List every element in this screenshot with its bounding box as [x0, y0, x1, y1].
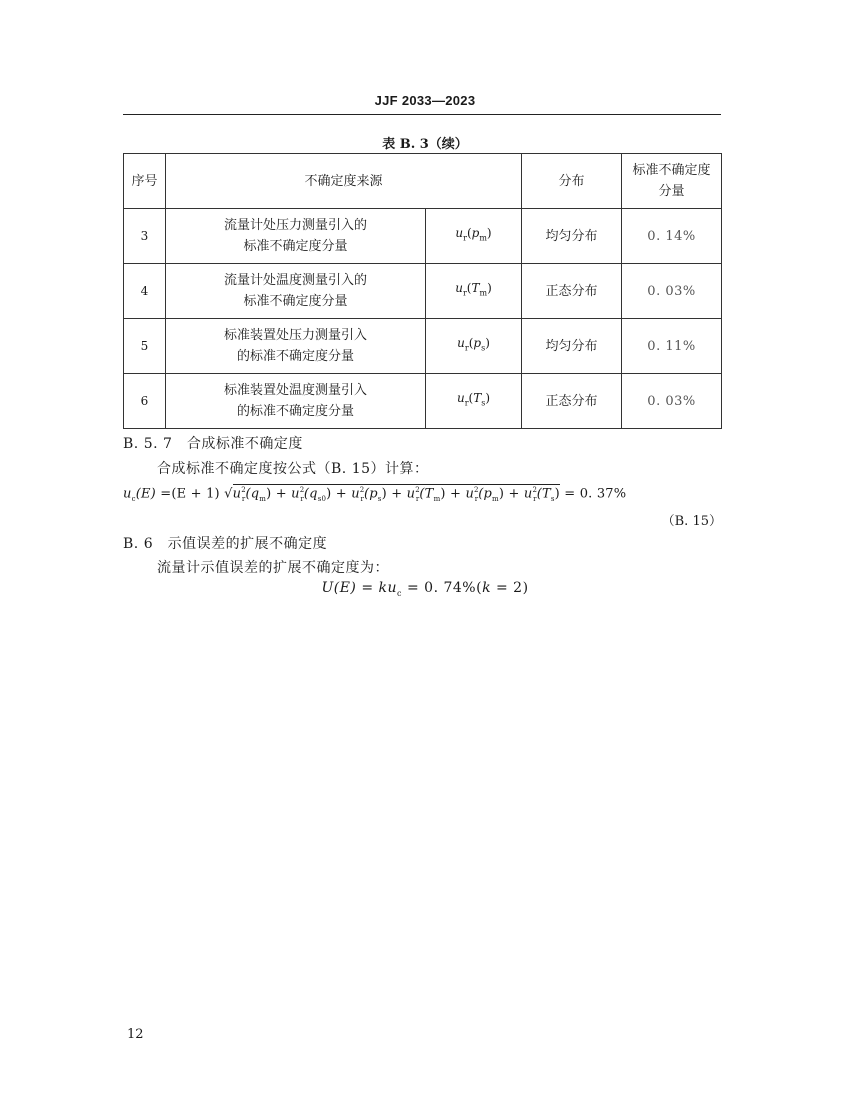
source-line2: 的标准不确定度分量	[236, 404, 354, 419]
source-line2: 标准不确定度分量	[243, 239, 348, 254]
f-t5-u: u	[465, 486, 475, 502]
row-distribution: 正态分布	[522, 374, 622, 429]
f-t6-u: u	[523, 486, 533, 502]
row-distribution: 均匀分布	[522, 319, 622, 374]
header-component-line2: 分量	[658, 184, 685, 199]
f-radical: √	[224, 486, 233, 502]
formula-b15	[123, 484, 723, 503]
sym-main: u	[455, 226, 464, 241]
f-t4-arg: (T	[419, 486, 434, 502]
sym-var: p	[471, 226, 480, 241]
f-t4-close: )	[440, 486, 446, 502]
sym-open: (	[466, 281, 472, 296]
sym-open: (	[468, 336, 474, 351]
source-line1: 流量计处压力测量引入的	[223, 218, 367, 233]
f-t5-sub: r	[474, 494, 479, 503]
header-distribution: 分布	[522, 154, 622, 209]
row-index: 6	[124, 374, 166, 429]
sym-sub: r	[463, 233, 467, 243]
sym-sub: r	[464, 398, 469, 408]
section-b57-text: 合成标准不确定度按公式（B. 15）计算：	[157, 461, 429, 477]
f-t6-arg-sub: s	[550, 494, 555, 503]
f-t1-arg: (q	[245, 486, 260, 502]
row-value: 0. 14%	[622, 209, 722, 264]
f-radicand	[233, 484, 560, 503]
sym-sub: r	[462, 288, 467, 298]
f-t2-arg-sub: s0	[317, 494, 327, 503]
f-plus1: +	[271, 486, 292, 502]
row-value: 0. 11%	[622, 319, 722, 374]
sym-var: T	[473, 391, 482, 406]
row-symbol	[426, 264, 522, 319]
table-row	[124, 374, 722, 429]
f-t6-sub: r	[533, 494, 537, 503]
row-value: 0. 03%	[622, 264, 722, 319]
row-symbol	[426, 319, 522, 374]
f-t5-sup: 2	[474, 486, 479, 494]
f-t3-arg: (p	[363, 486, 378, 502]
row-source	[166, 374, 426, 429]
uncertainty-table	[123, 153, 722, 429]
sym-main: u	[455, 281, 463, 296]
standard-code-header: JJF 2033—2023	[374, 93, 476, 108]
header-component	[622, 154, 722, 209]
f-t5-arg-sub: m	[492, 494, 499, 503]
sym-var-sub: s	[481, 343, 486, 353]
f2-rest: = 0. 74%(	[402, 580, 483, 596]
sym-sub: r	[464, 343, 469, 353]
sym-var-sub: m	[479, 288, 488, 298]
row-source	[166, 319, 426, 374]
f-t1-sub: r	[241, 494, 246, 503]
row-index: 4	[124, 264, 166, 319]
f-t1-arg-sub: m	[259, 494, 267, 503]
sym-close: )	[487, 281, 492, 296]
f-t6-arg: (T	[536, 486, 551, 502]
table-row	[124, 264, 722, 319]
source-line1: 标准装置处压力测量引入	[223, 328, 367, 343]
f2-k-rest: = 2)	[491, 580, 529, 596]
table-caption: 表 B. 3（续）	[382, 137, 468, 152]
f-t2-sup: 2	[299, 486, 305, 494]
f-t1-u: u	[232, 486, 242, 502]
sym-open: (	[466, 226, 472, 241]
f-plus2: +	[331, 486, 352, 502]
sym-close: )	[485, 391, 491, 406]
section-b57-heading: B. 5. 7 合成标准不确定度	[123, 436, 303, 452]
f-t2-arg: (q	[303, 486, 318, 502]
source-line1: 标准装置处温度测量引入	[223, 383, 367, 398]
sym-var: p	[473, 336, 482, 351]
f2-u-sub: c	[397, 588, 403, 598]
header-divider	[123, 114, 721, 115]
f2-k: k	[482, 580, 492, 596]
f-t4-arg-sub: m	[433, 494, 441, 503]
row-distribution: 均匀分布	[522, 209, 622, 264]
f-lhs-u: u	[123, 486, 132, 502]
page-number: 12	[127, 1027, 144, 1042]
row-value: 0. 03%	[622, 374, 722, 429]
row-index: 3	[124, 209, 166, 264]
f-t5-arg: (p	[478, 486, 493, 502]
f-t4-u: u	[406, 486, 416, 502]
f-plus4: +	[445, 486, 466, 502]
f-t3-sub: r	[360, 494, 364, 503]
f2-u: u	[387, 580, 398, 596]
sym-var-sub: s	[481, 398, 486, 408]
sym-open: (	[468, 391, 474, 406]
source-line2: 的标准不确定度分量	[236, 349, 354, 364]
row-symbol	[426, 374, 522, 429]
f-plus3: +	[386, 486, 407, 502]
row-index: 5	[124, 319, 166, 374]
f-eq1: =(E + 1)	[155, 486, 220, 502]
sym-var: T	[471, 281, 480, 296]
f-t6-close: )	[554, 486, 560, 502]
f-result: = 0. 37%	[559, 486, 627, 502]
source-line1: 流量计处温度测量引入的	[223, 273, 367, 288]
f-t1-sup: 2	[241, 486, 246, 494]
sym-close: )	[486, 226, 492, 241]
row-symbol	[426, 209, 522, 264]
table-row	[124, 209, 722, 264]
row-distribution: 正态分布	[522, 264, 622, 319]
sym-close: )	[485, 336, 490, 351]
section-b6-heading: B. 6 示值误差的扩展不确定度	[123, 536, 328, 552]
f-plus5: +	[504, 486, 524, 502]
f-t3-close: )	[381, 486, 387, 502]
sym-main: u	[457, 336, 465, 351]
f2-lhs: U(E)	[321, 580, 357, 596]
f-lhs-arg: (E)	[135, 486, 156, 502]
section-b6-text: 流量计示值误差的扩展不确定度为：	[157, 560, 389, 576]
f-t2-u: u	[291, 486, 300, 502]
header-source: 不确定度来源	[166, 154, 522, 209]
f-lhs-sub: c	[131, 494, 136, 503]
f-t2-close: )	[326, 486, 332, 502]
f-t6-sup: 2	[532, 486, 538, 494]
equation-number: （B. 15）	[661, 514, 722, 529]
header-index: 序号	[124, 154, 166, 209]
formula-expanded-uncertainty	[0, 580, 850, 598]
table-row	[124, 319, 722, 374]
f-t2-sub: r	[300, 494, 304, 503]
f-t3-sup: 2	[359, 486, 365, 494]
f-t4-sub: r	[415, 494, 420, 503]
f-t1-close: )	[266, 486, 272, 502]
row-source	[166, 264, 426, 319]
f2-eq: = k	[356, 580, 388, 596]
f-t4-sup: 2	[415, 486, 420, 494]
source-line2: 标准不确定度分量	[243, 294, 348, 309]
header-component-line1: 标准不确定度	[632, 163, 711, 178]
f-t3-u: u	[351, 486, 360, 502]
row-source	[166, 209, 426, 264]
f-t3-arg-sub: s	[377, 494, 382, 503]
table-header-row	[124, 154, 722, 209]
sym-var-sub: m	[479, 233, 487, 243]
sym-main: u	[456, 391, 465, 406]
f-t5-close: )	[498, 486, 505, 502]
